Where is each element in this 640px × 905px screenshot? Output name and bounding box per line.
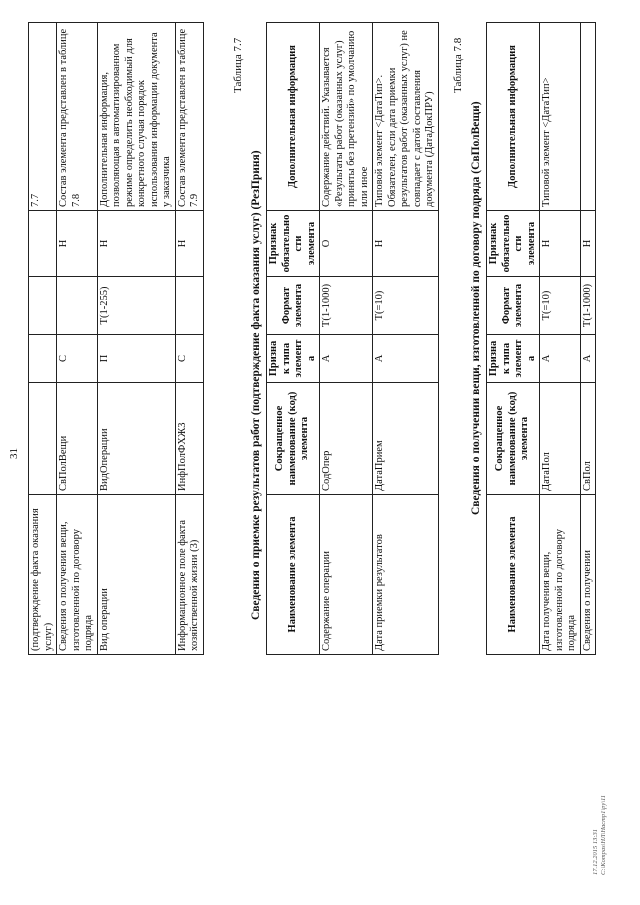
cell-code: [29, 383, 57, 495]
cell-code: СвПол: [580, 383, 596, 495]
cell-type: А: [320, 335, 373, 383]
cell-name: (подтверждение факта оказания услуг): [29, 495, 57, 655]
page-number: 31: [8, 448, 20, 459]
cell-info: Состав элемента представлен в таблице 7.9: [175, 23, 203, 211]
cell-code: ИнфПолФХЖ3: [175, 383, 203, 495]
cell-name: Дата получения вещи, изготовленной по договору подряда: [540, 495, 581, 655]
cell-code: СвПолВещи: [57, 383, 98, 495]
cell-name: Вид операции: [97, 495, 175, 655]
cell-info: Содержание действий. Указывается «Результаты работ (оказанных услуг) приняты без претензий» по умолчанию или иное: [320, 23, 373, 211]
header-info: Дополнительная информация: [267, 23, 320, 211]
cell-name: Дата приемки результатов: [373, 495, 439, 655]
cell-name: Содержание операции: [320, 495, 373, 655]
cell-info: 7.7: [29, 23, 57, 211]
table-row: [29, 23, 57, 655]
cell-format: [57, 277, 98, 335]
table-header-row: [267, 23, 320, 655]
table-header-row: [487, 23, 540, 655]
header-code: Сокращенное наименование (код) элемента: [487, 383, 540, 495]
table-row: [580, 23, 596, 655]
cell-format: T(1-1000): [320, 277, 373, 335]
cell-req: Н: [373, 211, 439, 277]
cell-req: Н: [580, 211, 596, 277]
cell-type: С: [57, 335, 98, 383]
table-continued: [28, 22, 204, 655]
cell-req: Н: [57, 211, 98, 277]
cell-info: Типовой элемент <ДатаТип>. Обязателен, если дата приемки результатов работ (оказанных услуг) не совпадает с датой составления документа (ДатаДокПРУ): [373, 23, 439, 211]
cell-format: [29, 277, 57, 335]
cell-name: Сведения о получении: [580, 495, 596, 655]
cell-info: Типовой элемент <ДатаТип>: [540, 23, 581, 211]
cell-format: T(=10): [373, 277, 439, 335]
cell-type: А: [540, 335, 581, 383]
cell-req: [29, 211, 57, 277]
cell-format: T(=10): [540, 277, 581, 335]
cell-type: П: [97, 335, 175, 383]
table-row: [373, 23, 439, 655]
header-type: Признак типа элемента: [487, 335, 540, 383]
table-row: [175, 23, 203, 655]
table-caption: Таблица 7.7: [232, 37, 244, 93]
cell-format: [175, 277, 203, 335]
stamp-line: С:\Kompas\HЛ\Настр1\ру\11: [600, 794, 607, 875]
table-row: [97, 23, 175, 655]
cell-info: Состав элемента представлен в таблице 7.8: [57, 23, 98, 211]
header-name: Наименование элемента: [267, 495, 320, 655]
table-row: [320, 23, 373, 655]
cell-req: Н: [97, 211, 175, 277]
header-format: Формат элемента: [267, 277, 320, 335]
table-row: [57, 23, 98, 655]
cell-req: О: [320, 211, 373, 277]
table-title: Сведения о приемке результатов работ (подтверждение факта оказания услуг) (РезПриня): [250, 150, 262, 620]
header-code: Сокращенное наименование (код) элемента: [267, 383, 320, 495]
cell-format: T(1-1000): [580, 277, 596, 335]
cell-info: Дополнительная информация, позволяющая в автоматизированном режиме определить необходимый для конкретного случая порядок использования информации документа у заказчика: [97, 23, 175, 211]
cell-name: Информационное поле факта хозяйственной жизни (3): [175, 495, 203, 655]
table-7-8: [486, 22, 596, 655]
header-req: Признак обязательности элемента: [487, 211, 540, 277]
cell-code: ДатаПол: [540, 383, 581, 495]
header-info: Дополнительная информация: [487, 23, 540, 211]
cell-type: С: [175, 335, 203, 383]
header-format: Формат элемента: [487, 277, 540, 335]
header-name: Наименование элемента: [487, 495, 540, 655]
file-stamp: [592, 795, 608, 875]
cell-req: Н: [540, 211, 581, 277]
cell-name: Сведения о получении вещи, изготовленной по договору подряда: [57, 495, 98, 655]
cell-type: А: [373, 335, 439, 383]
header-req: Признак обязательности элемента: [267, 211, 320, 277]
cell-code: ДатаПрием: [373, 383, 439, 495]
cell-type: А: [580, 335, 596, 383]
stamp-line: 17.12.2015 13:31: [592, 828, 599, 875]
cell-code: СодОпер: [320, 383, 373, 495]
cell-code: ВидОперации: [97, 383, 175, 495]
table-7-7: [266, 22, 439, 655]
table-row: [540, 23, 581, 655]
cell-info: [580, 23, 596, 211]
cell-req: Н: [175, 211, 203, 277]
cell-type: [29, 335, 57, 383]
cell-format: T(1-255): [97, 277, 175, 335]
table-caption: Таблица 7.8: [452, 37, 464, 93]
table-title: Сведения о получении вещи, изготовленной по договору подряда (СвПолВещи): [470, 101, 482, 515]
header-type: Признак типа элемента: [267, 335, 320, 383]
